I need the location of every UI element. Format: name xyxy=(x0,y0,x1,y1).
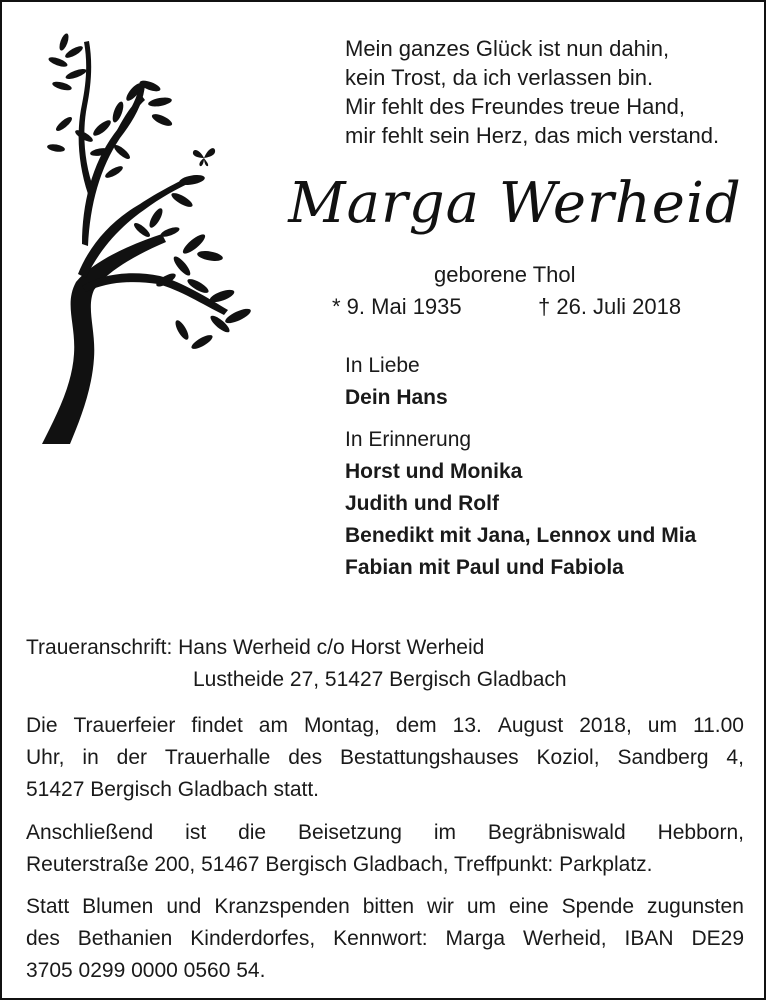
word: der xyxy=(116,746,148,769)
family-member: Fabian mit Paul und Fabiola xyxy=(345,556,624,579)
justified-line xyxy=(26,710,744,742)
butterfly-icon xyxy=(192,146,216,168)
mourning-address xyxy=(26,632,567,696)
life-dates xyxy=(332,292,682,322)
word: DE29 xyxy=(691,927,744,950)
justified-line xyxy=(26,742,744,774)
word: Hebborn, xyxy=(657,821,744,844)
word: August xyxy=(497,714,564,737)
birth-date: * 9. Mai 1935 xyxy=(332,294,462,319)
word: in xyxy=(82,746,99,769)
poem-line: Mir fehlt des Freundes treue Hand, xyxy=(345,94,685,119)
family-member: Benedikt mit Jana, Lennox und Mia xyxy=(345,524,697,547)
word: Kinderdorfes, xyxy=(190,927,316,950)
deceased-name: Marga Werheid xyxy=(288,171,742,236)
word: im xyxy=(433,821,456,844)
word: Kennwort: xyxy=(333,927,428,950)
death-date: † 26. Juli 2018 xyxy=(538,294,682,319)
address-line: Lustheide 27, 51427 Bergisch Gladbach xyxy=(193,668,567,691)
word: Blumen xyxy=(82,895,154,918)
poem xyxy=(345,34,755,150)
word: Die xyxy=(26,714,58,737)
word: des xyxy=(288,746,323,769)
word: 13. xyxy=(452,714,482,737)
word: Trauerfeier xyxy=(73,714,176,737)
word: 2018, xyxy=(579,714,632,737)
word: des xyxy=(26,927,60,950)
spouse-name: Dein Hans xyxy=(345,386,448,409)
birth-name: geborene Thol xyxy=(434,262,576,287)
label-love: In Liebe xyxy=(345,354,420,377)
word: Bestattungshauses xyxy=(340,746,519,769)
tree-illustration xyxy=(42,24,272,454)
word: Kranzspenden xyxy=(214,895,350,918)
mourners xyxy=(345,350,755,584)
family-member: Horst und Monika xyxy=(345,460,523,483)
word: Marga xyxy=(445,927,506,950)
paragraph-last-line: Reuterstraße 200, 51467 Bergisch Gladbach, Treffpunkt: Parkplatz. xyxy=(26,853,653,876)
word: Sandberg xyxy=(617,746,709,769)
poem-line: mir fehlt sein Herz, das mich verstand. xyxy=(345,123,720,148)
word: Begräbniswald xyxy=(487,821,626,844)
word: Bethanien xyxy=(77,927,173,950)
word: um xyxy=(466,895,496,918)
word: dem xyxy=(395,714,437,737)
word: eine xyxy=(508,895,549,918)
word: um xyxy=(647,714,677,737)
poem-line: Mein ganzes Glück ist nun dahin, xyxy=(345,36,670,61)
justified-line xyxy=(26,923,744,955)
word: Beisetzung xyxy=(298,821,402,844)
paragraph-last-line: 51427 Bergisch Gladbach statt. xyxy=(26,778,320,801)
justified-line xyxy=(26,817,744,849)
label-memory: In Erinnerung xyxy=(345,428,472,451)
word: 4, xyxy=(726,746,744,769)
word: wir xyxy=(427,895,454,918)
word: zugunsten xyxy=(646,895,744,918)
burial-paragraph xyxy=(26,817,744,881)
word: ist xyxy=(185,821,207,844)
donation-paragraph xyxy=(26,891,744,987)
funeral-service-paragraph xyxy=(26,710,744,806)
word: Statt xyxy=(26,895,70,918)
paragraph-last-line: 3705 0299 0000 0560 54. xyxy=(26,959,266,982)
justified-line xyxy=(26,891,744,923)
address-line: Traueranschrift: Hans Werheid c/o Horst Werheid xyxy=(26,636,485,659)
word: und xyxy=(166,895,202,918)
word: Koziol, xyxy=(536,746,600,769)
word: Werheid, xyxy=(522,927,607,950)
word: Anschließend xyxy=(26,821,154,844)
word: Montag, xyxy=(303,714,380,737)
word: Spende xyxy=(561,895,635,918)
word: 11.00 xyxy=(692,714,744,737)
word: Uhr, xyxy=(26,746,65,769)
word: die xyxy=(238,821,267,844)
word: IBAN xyxy=(624,927,674,950)
word: findet xyxy=(191,714,243,737)
word: am xyxy=(258,714,288,737)
word: Trauerhalle xyxy=(164,746,271,769)
word: bitten xyxy=(362,895,415,918)
poem-line: kein Trost, da ich verlassen bin. xyxy=(345,65,654,90)
family-member: Judith und Rolf xyxy=(345,492,499,515)
